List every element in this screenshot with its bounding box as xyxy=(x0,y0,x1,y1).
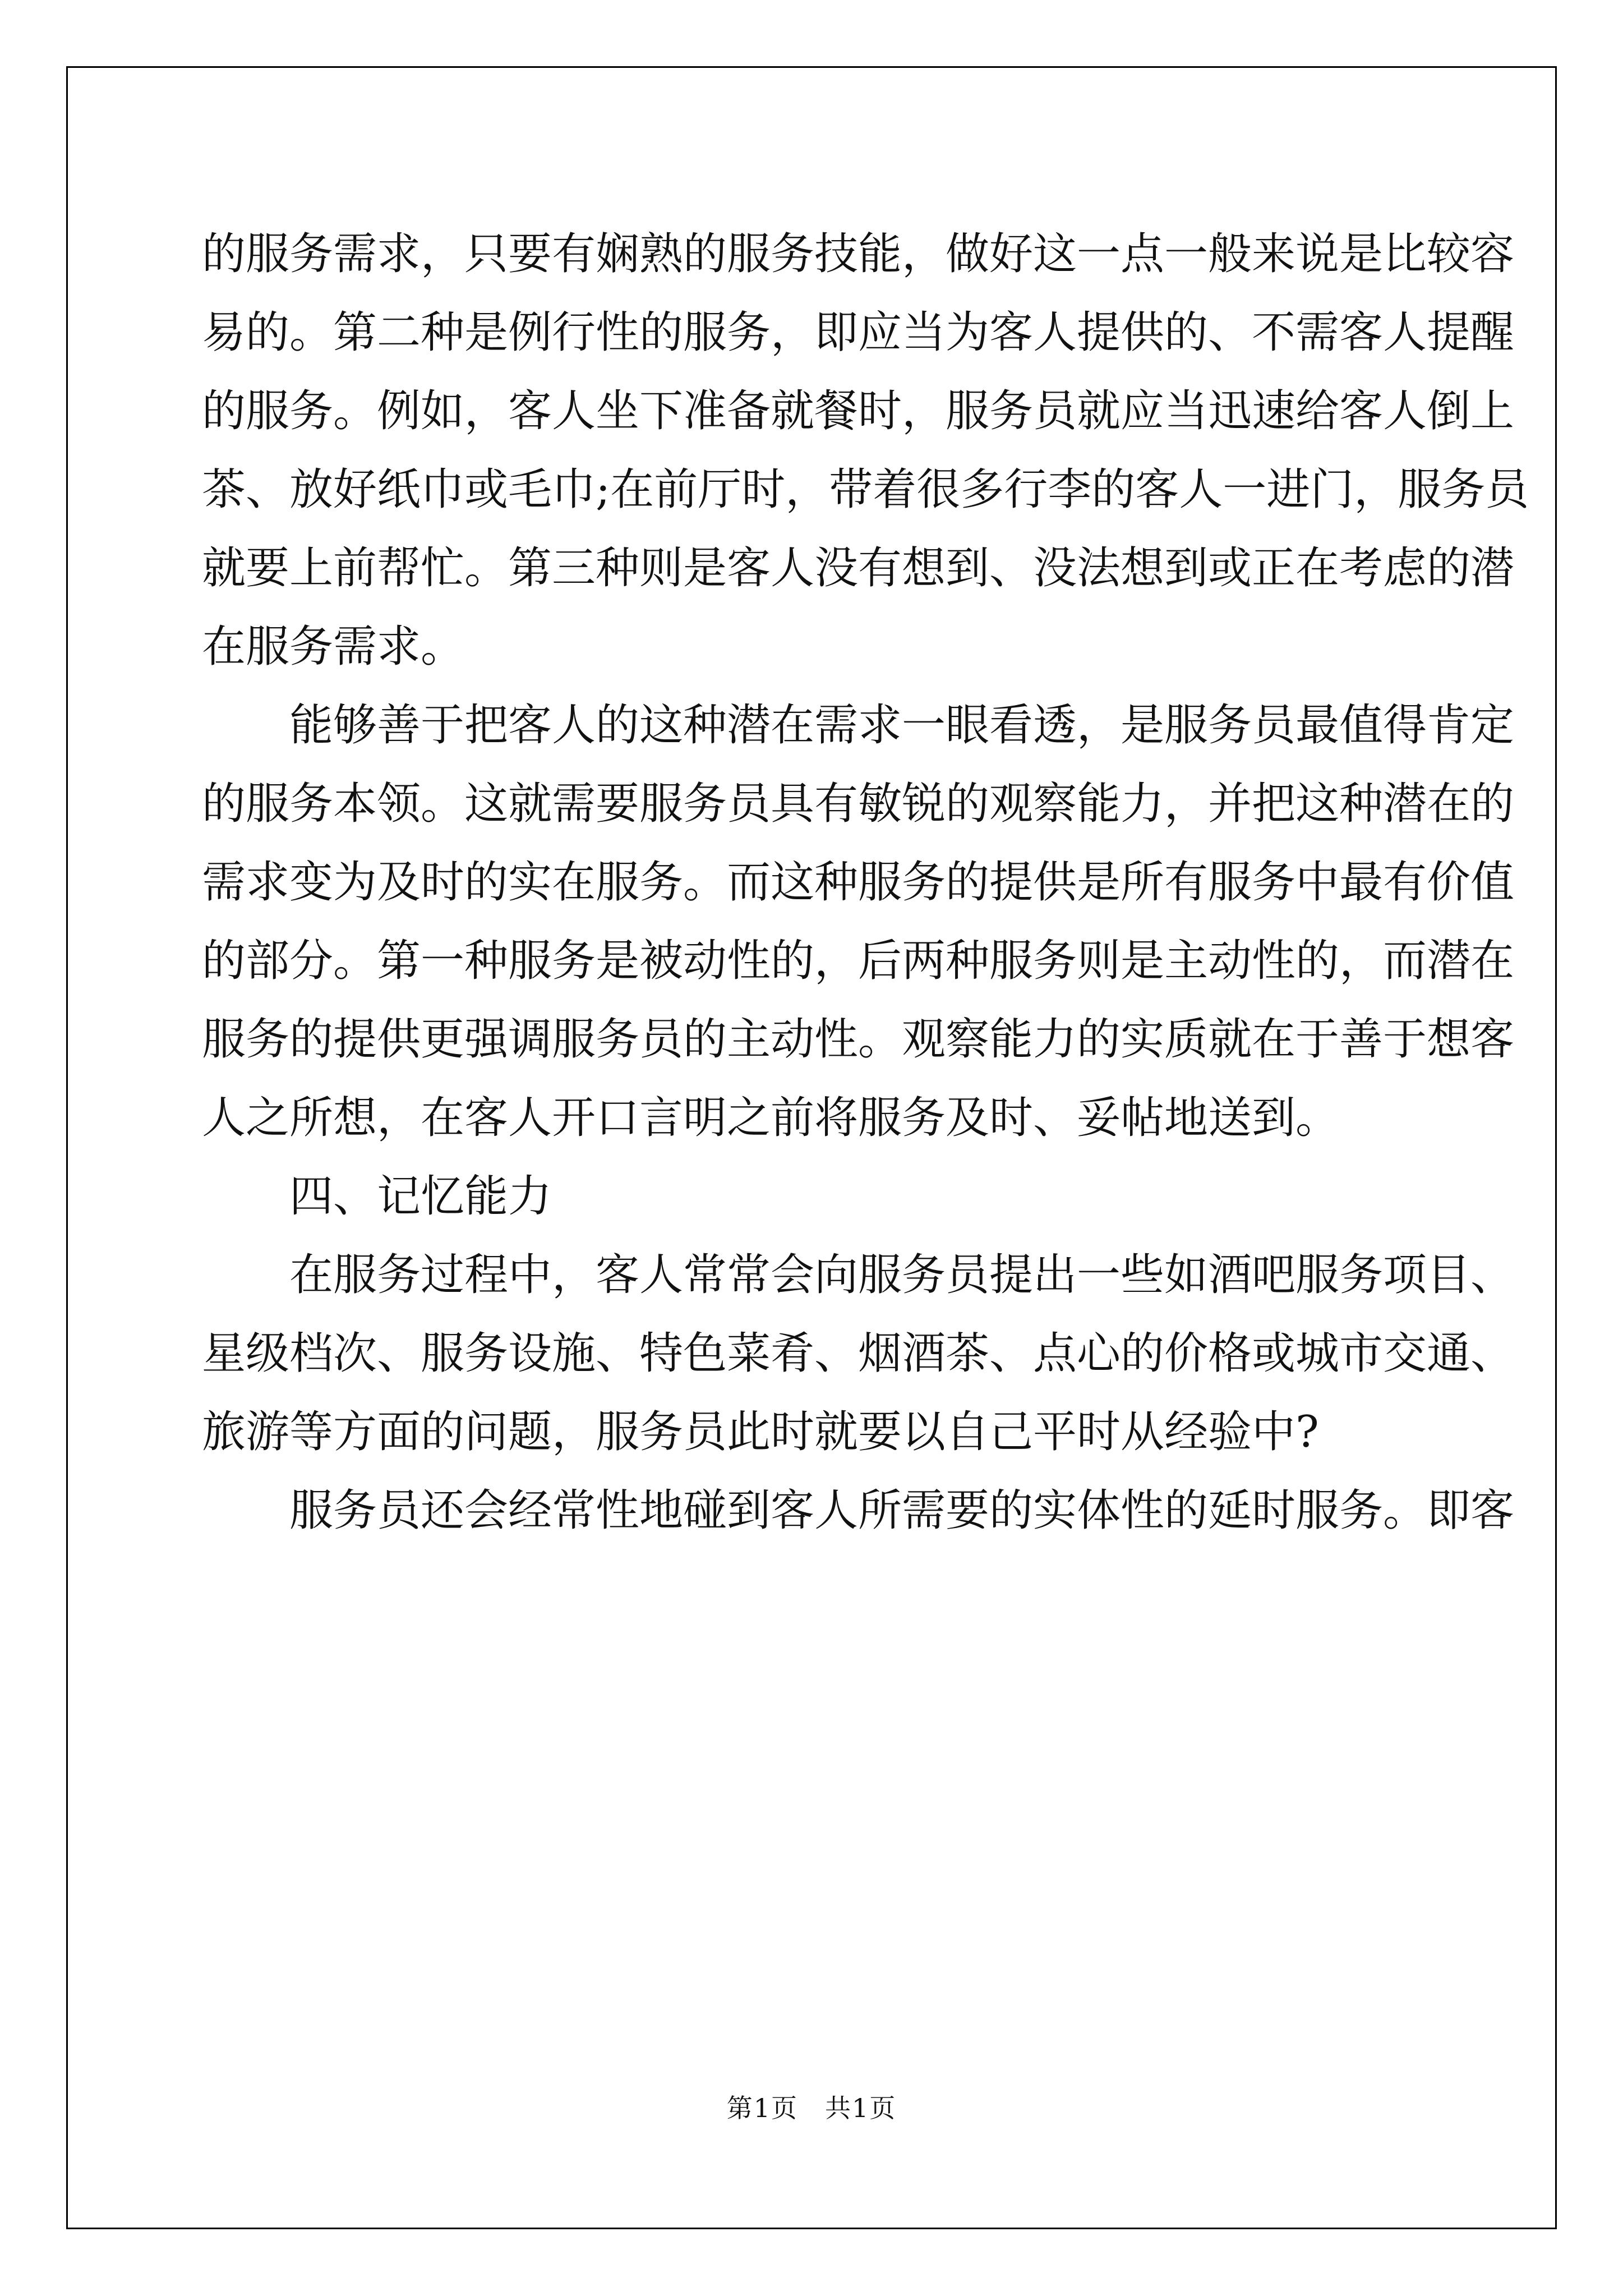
text-line: 能够善于把客人的这种潜在需求一眼看透，是服务员最值得肯定 xyxy=(289,700,1515,751)
document-body xyxy=(202,215,1529,1550)
text-line: 服务的提供更强调服务员的主动性。观察能力的实质就在于善于想客 xyxy=(202,1014,1515,1065)
text-line: 就要上前帮忙。第三种则是客人没有想到、没法想到或正在考虑的潜 xyxy=(202,543,1515,593)
text-line: 在服务需求。 xyxy=(202,622,465,672)
text-line: 的服务本领。这就需要服务员具有敏锐的观察能力，并把这种潜在的 xyxy=(202,779,1515,829)
text-line: 在服务过程中，客人常常会向服务员提出一些如酒吧服务项目、 xyxy=(289,1250,1515,1300)
section-heading: 四、记忆能力 xyxy=(289,1171,552,1222)
text-line: 需求变为及时的实在服务。而这种服务的提供是所有服务中最有价值 xyxy=(202,857,1515,908)
text-line: 的服务。例如，客人坐下准备就餐时，服务员就应当迅速给客人倒上 xyxy=(202,386,1515,436)
page-footer: 第1页 共1页 xyxy=(726,2093,897,2123)
text-line: 服务员还会经常性地碰到客人所需要的实体性的延时服务。即客 xyxy=(289,1485,1515,1536)
text-line: 人之所想，在客人开口言明之前将服务及时、妥帖地送到。 xyxy=(202,1093,1340,1143)
text-line: 茶、放好纸巾或毛巾;在前厅时，带着很多行李的客人一进门，服务员 xyxy=(202,464,1529,515)
text-line: 星级档次、服务设施、特色菜肴、烟酒茶、点心的价格或城市交通、 xyxy=(202,1328,1515,1379)
text-line: 的部分。第一种服务是被动性的，后两种服务则是主动性的，而潜在 xyxy=(202,936,1515,986)
text-line: 易的。第二种是例行性的服务，即应当为客人提供的、不需客人提醒 xyxy=(202,307,1515,358)
text-line: 的服务需求，只要有娴熟的服务技能，做好这一点一般来说是比较容 xyxy=(202,229,1515,279)
text-line: 旅游等方面的问题，服务员此时就要以自己平时从经验中? xyxy=(202,1407,1319,1457)
